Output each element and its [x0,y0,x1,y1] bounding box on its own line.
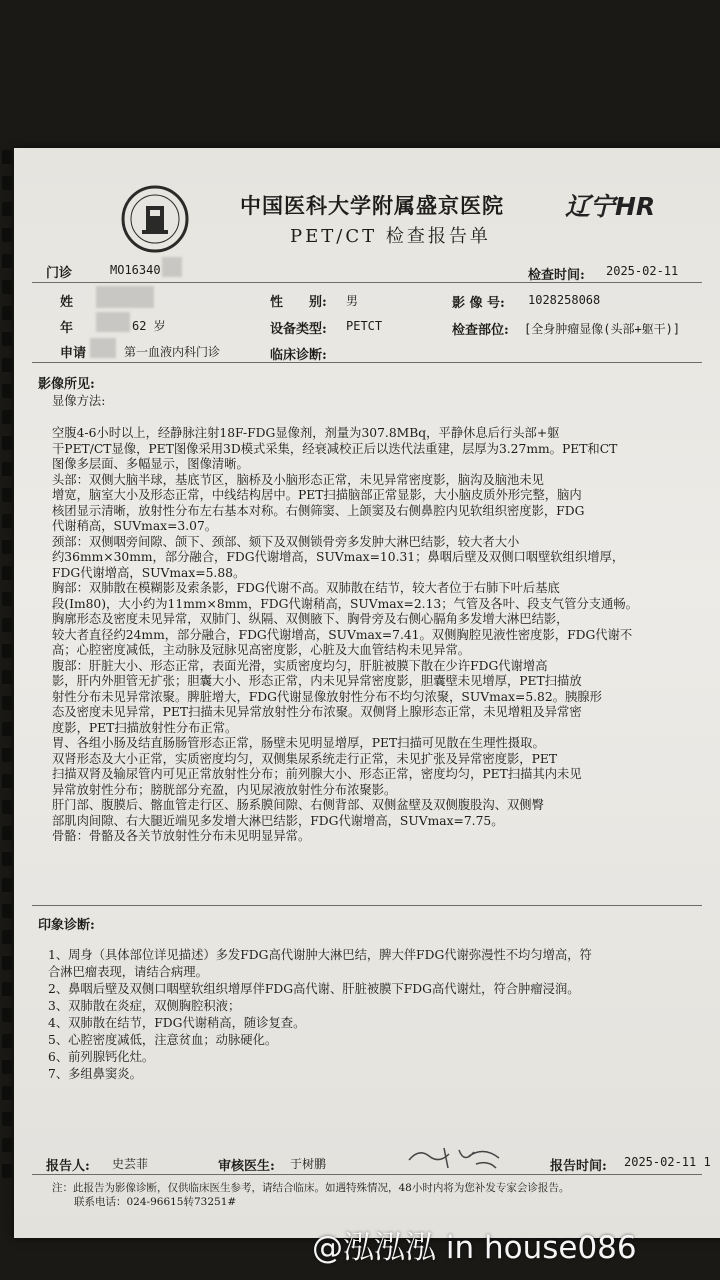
findings-line: 段(Im80)，大小约为11mm×8mm，FDG代谢稍高，SUVmax=2.13；气管及各叶、段支气管分支通畅。 [52,596,638,611]
binder-ring [2,436,12,450]
impression-body [48,947,702,1083]
hospital-seal-logo [120,184,190,254]
findings-line: 头部：双侧大脑半球，基底节区，脑桥及小脑形态正常，未见异常密度影，脑沟及脑池未见 [52,472,544,487]
impression-line: 7、多组鼻窦炎。 [48,1067,142,1081]
binder-ring [2,696,12,710]
findings-line: 图像多层面、多幅显示，图像清晰。 [52,457,249,471]
findings-line: 影，肝内外胆管无扩张；胆囊大小、形态正常，内未见异常密度影，胆囊壁未见增厚，PET扫描放 [52,674,582,688]
report-time: 2025-02-11 1 [624,1155,711,1169]
contact-phone: 联系电话：024-96615转73251# [74,1196,237,1208]
impression-heading: 印象诊断: [38,918,95,933]
binder-ring [2,514,12,528]
name-label: 姓 [60,295,74,310]
binder-ring [2,410,12,424]
clinic-label: 门诊 [46,266,73,281]
applicant-redaction [90,338,116,358]
findings-line: 高；心腔密度减低，主动脉及冠脉见高密度影，心脏及大血管结构未见异常。 [52,643,471,657]
findings-line: 腹部：肝脏大小、形态正常，表面光滑，实质密度均匀，肝脏被膜下散在少许FDG代谢增高 [52,658,548,673]
binder-ring [2,1034,12,1048]
findings-line: 度影，PET扫描放射性分布正常。 [52,720,238,735]
findings-line: 核团显示清晰，放射性分布左右基本对称。右侧筛窦、上颌窦及右侧鼻腔内见软组织密度影，FDG [52,503,585,518]
impression-line: 合淋巴瘤表现，请结合病理。 [48,965,208,979]
findings-line: 空腹4-6小时以上，经静脉注射18F-FDG显像剂，剂量为307.8MBq，平静休息后行头部+躯 [52,426,560,440]
binder-ring [2,618,12,632]
name-redaction [96,286,154,308]
findings-line: 射性分布未见异常浓聚。脾脏增大，FDG代谢显像放射性分布不均匀浓聚，SUVmax=5.82。胰腺形 [52,689,602,704]
findings-line: 胸部：双肺散在模糊影及索条影，FDG代谢不高。双肺散在结节，较大者位于右肺下叶后基底 [52,581,560,595]
impression-line: 1、周身（具体部位详见描述）多发FDG高代谢肿大淋巴结，脾大伴FDG代谢弥漫性不均匀增高，符 [48,948,592,962]
binder-ring [2,982,12,996]
binder-ring [2,826,12,840]
binder-ring [2,930,12,944]
binder-ring [2,280,12,294]
disclaimer-note: 注：此报告为影像诊断，仅供临床医生参考，请结合临床。如遇特殊情况，48小时内将为您补发专家会诊报告。 [52,1182,570,1194]
findings-line: 较大者直径约24mm，部分融合，FDG代谢增高，SUVmax=7.41。双侧胸腔见液性密度影，FDG代谢不 [52,627,633,642]
handwritten-signature [404,1142,504,1174]
device-label: 设备类型: [270,322,327,337]
age-label: 年 [60,321,74,336]
binder-ring [2,384,12,398]
reviewer-name: 于树鹏 [290,1157,327,1171]
binder-ring [2,306,12,320]
findings-line: 代谢稍高，SUVmax=3.07。 [52,519,218,533]
findings-line: 胸廓形态及密度未见异常，双肺门、纵隔、双侧腋下、胸骨旁及右侧心膈角多发增大淋巴结影， [52,612,569,626]
binder-ring [2,878,12,892]
findings-line: 肝门部、腹膜后、髂血管走行区、肠系膜间隙、右侧背部、双侧盆壁及双侧腹股沟、双侧臀 [52,798,544,812]
binder-ring [2,852,12,866]
binder-ring [2,644,12,658]
binder-ring [2,1112,12,1126]
binder-ring [2,566,12,580]
binder-ring [2,774,12,788]
impression-line: 2、鼻咽后壁及双侧口咽壁软组织增厚伴FDG高代谢、肝脏被膜下FDG高代谢灶，符合肿瘤浸润。 [48,982,580,996]
findings-line: 骨骼：骨骼及各关节放射性分布未见明显异常。 [52,829,311,843]
gender-label: 性 别: [270,295,327,310]
binder-rings [0,150,14,1230]
impression-line: 3、双肺散在炎症，双侧胸腔积液； [48,999,241,1013]
binder-ring [2,488,12,502]
findings-line: 约36mm×30mm，部分融合，FDG代谢增高，SUVmax=10.31；鼻咽后壁及双侧口咽壁软组织增厚， [52,550,625,564]
age-redaction [96,312,130,332]
findings-heading: 影像所见: [38,377,95,392]
binder-ring [2,176,12,190]
reviewer-label: 审核医生: [218,1159,275,1174]
exam-time: 2025-02-11 [606,264,679,278]
binder-ring [2,150,12,164]
findings-line: 胃、各组小肠及结直肠肠管形态正常，肠壁未见明显增厚，PET扫描可见散在生理性摄取。 [52,736,545,750]
binder-ring [2,904,12,918]
redaction-block [162,257,182,277]
findings-body [52,426,702,845]
binder-ring [2,1008,12,1022]
findings-line: 部肌肉间隙、右大腿近端见多发增大淋巴结影，FDG代谢增高，SUVmax=7.75。 [52,813,504,828]
exam-time-label: 检查时间: [528,268,585,283]
binder-ring [2,1060,12,1074]
method-heading: 显像方法: [52,394,106,408]
impression-line: 6、前列腺钙化灶。 [48,1050,155,1064]
clinic-no: MO16340 [110,263,161,277]
findings-line: 颈部：双侧咽旁间隙、颌下、颈部、颏下及双侧锁骨旁多发肿大淋巴结影，较大者大小 [52,534,520,549]
binder-ring [2,748,12,762]
image-no: 1028258068 [528,293,601,307]
applicant-label: 申请 [60,346,87,361]
binder-ring [2,228,12,242]
binder-ring [2,1086,12,1100]
binder-ring [2,1164,12,1178]
binder-ring [2,670,12,684]
findings-line: 扫描双肾及输尿管内可见正常放射性分布；前列腺大小、形态正常，密度均匀，PET扫描其内未见 [52,767,582,781]
binder-ring [2,202,12,216]
impression-line: 4、双肺散在结节，FDG代谢稍高，随诊复查。 [48,1016,306,1030]
binder-ring [2,592,12,606]
device-value: PETCT [346,319,383,333]
binder-ring [2,332,12,346]
binder-ring [2,540,12,554]
findings-line: 异常放射性分布；膀胱部分充盈，内见尿液放射性分布浓聚影。 [52,782,397,797]
binder-ring [2,722,12,736]
findings-line: 双肾形态及大小正常，实质密度均匀，双侧集尿系统走行正常，未见扩张及异常密度影，PET [52,751,558,766]
binder-ring [2,800,12,814]
report-title: PET/CT 检查报告单 [290,226,491,247]
exam-part-label: 检查部位: [452,323,509,338]
findings-line: 态及密度未见异常，PET扫描未见异常放射性分布浓聚。双侧肾上腺形态正常，未见增粗及异常密 [52,705,582,719]
findings-line: FDG代谢增高，SUVmax=5.88。 [52,565,246,580]
binder-ring [2,254,12,268]
binder-ring [2,358,12,372]
brand-logo: 辽宁HR [565,192,656,221]
exam-part: [全身肿瘤显像(头部+躯干)] [524,322,681,336]
gender-value: 男 [346,294,359,308]
findings-line: 干PET/CT显像，PET图像采用3D模式采集，经衰减校正后以迭代法重建，层厚为3.27mm。PET和CT [52,441,618,456]
reporter-label: 报告人: [46,1159,90,1174]
binder-ring [2,1138,12,1152]
report-time-label: 报告时间: [550,1159,607,1174]
impression-line: 5、心腔密度减低，注意贫血；动脉硬化。 [48,1033,278,1047]
image-no-label: 影 像 号: [452,296,505,311]
reporter-name: 史芸菲 [112,1157,149,1171]
age-value: 62 岁 [132,319,166,333]
binder-ring [2,956,12,970]
findings-line: 增宽，脑室大小及形态正常，中线结构居中。PET扫描脑部正常显影，大小脑皮质外形完整，脑内 [52,488,582,502]
hospital-name: 中国医科大学附属盛京医院 [240,193,504,218]
clinical-dx-label: 临床诊断: [270,348,327,363]
binder-ring [2,462,12,476]
dept-value: 第一血液内科门诊 [124,345,221,359]
watermark-text: @泓泓泓 in house086 [312,1230,637,1266]
